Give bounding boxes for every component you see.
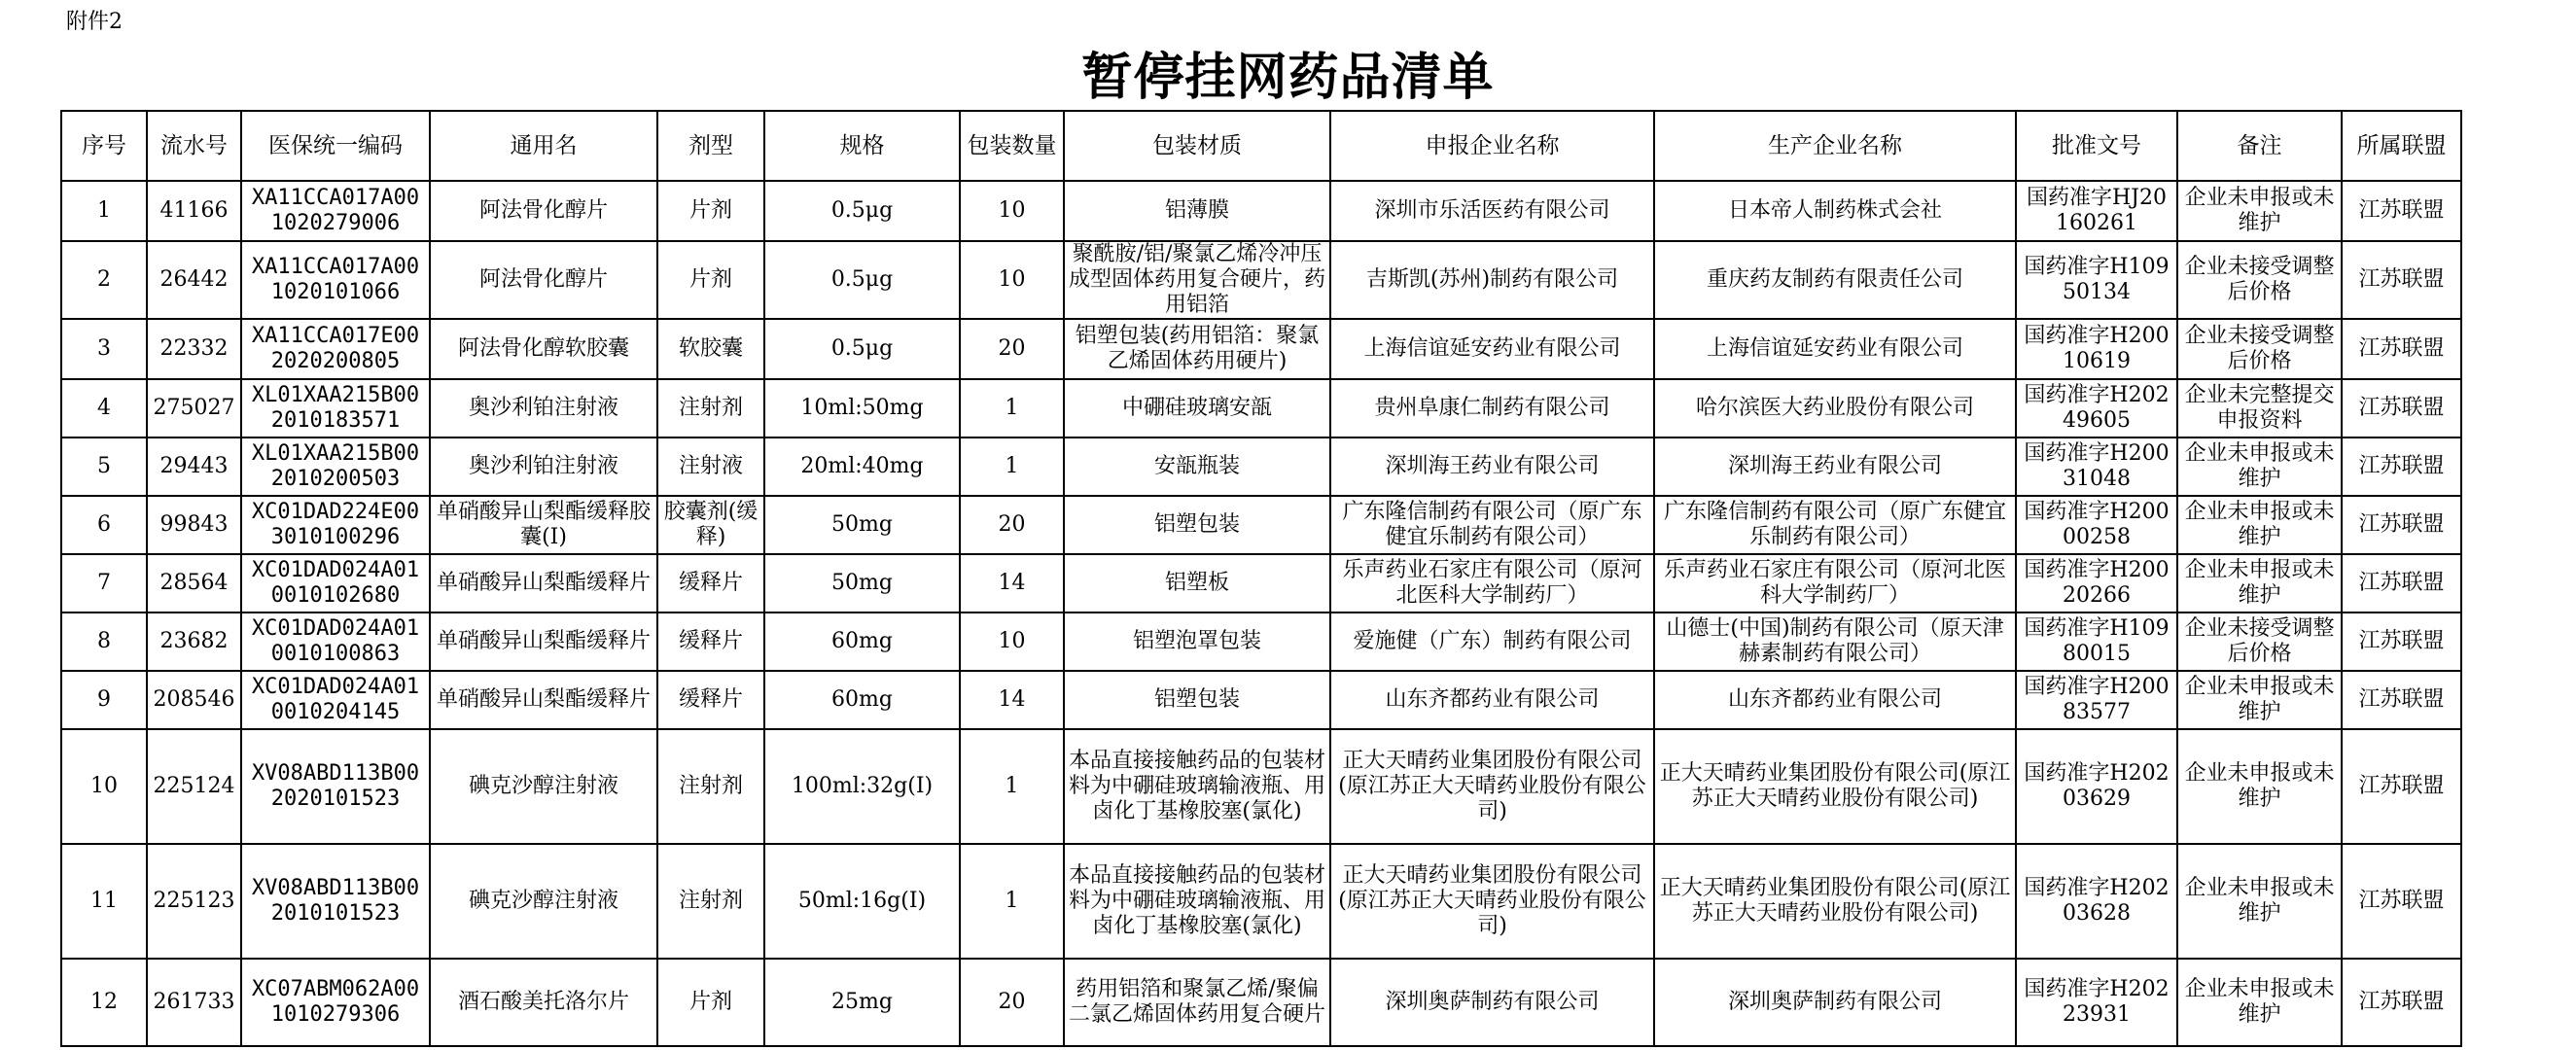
cell-dosage-form: 胶囊剂(缓释) [657, 496, 764, 554]
cell-seq: 11 [61, 844, 147, 959]
cell-serial: 275027 [147, 379, 241, 438]
cell-remark: 企业未接受调整后价格 [2177, 612, 2342, 671]
cell-generic-name: 碘克沙醇注射液 [430, 844, 657, 959]
cell-serial: 28564 [147, 554, 241, 612]
cell-spec: 50mg [764, 496, 960, 554]
table-row [61, 319, 2461, 379]
cell-generic-name: 奥沙利铂注射液 [430, 379, 657, 438]
cell-seq: 1 [61, 181, 147, 241]
col-header-approval-no: 批准文号 [2016, 111, 2177, 181]
cell-generic-name: 单硝酸异山梨酯缓释胶囊(Ⅰ) [430, 496, 657, 554]
cell-approval-no: 国药准字H10950134 [2016, 241, 2177, 319]
cell-dosage-form: 片剂 [657, 241, 764, 319]
cell-applicant: 山东齐都药业有限公司 [1330, 671, 1654, 729]
cell-pack-material: 药用铝箔和聚氯乙烯/聚偏二氯乙烯固体药用复合硬片 [1064, 959, 1330, 1046]
cell-pack-qty: 20 [960, 959, 1064, 1046]
annex-label: 附件2 [66, 10, 123, 34]
col-header-dosage-form: 剂型 [657, 111, 764, 181]
cell-code: XC01DAD224E003010100296 [241, 496, 430, 554]
cell-generic-name: 奥沙利铂注射液 [430, 438, 657, 496]
cell-remark: 企业未申报或未维护 [2177, 554, 2342, 612]
cell-remark: 企业未接受调整后价格 [2177, 241, 2342, 319]
cell-remark: 企业未申报或未维护 [2177, 959, 2342, 1046]
cell-code: XA11CCA017A001020279006 [241, 181, 430, 241]
cell-alliance: 江苏联盟 [2342, 319, 2461, 379]
cell-approval-no: 国药准字H20223931 [2016, 959, 2177, 1046]
cell-manufacturer: 上海信谊延安药业有限公司 [1654, 319, 2016, 379]
cell-pack-material: 铝塑包装 [1064, 671, 1330, 729]
cell-code: XL01XAA215B002010200503 [241, 438, 430, 496]
cell-spec: 100ml:32g(I) [764, 729, 960, 844]
cell-dosage-form: 缓释片 [657, 554, 764, 612]
cell-pack-qty: 14 [960, 554, 1064, 612]
cell-spec: 0.5μg [764, 181, 960, 241]
cell-generic-name: 阿法骨化醇软胶囊 [430, 319, 657, 379]
cell-dosage-form: 缓释片 [657, 612, 764, 671]
cell-applicant: 广东隆信制药有限公司（原广东健宜乐制药有限公司） [1330, 496, 1654, 554]
cell-approval-no: 国药准字HJ20160261 [2016, 181, 2177, 241]
cell-dosage-form: 片剂 [657, 959, 764, 1046]
cell-serial: 22332 [147, 319, 241, 379]
cell-code: XC07ABM062A001010279306 [241, 959, 430, 1046]
cell-seq: 4 [61, 379, 147, 438]
cell-spec: 0.5μg [764, 241, 960, 319]
cell-remark: 企业未申报或未维护 [2177, 438, 2342, 496]
cell-spec: 60mg [764, 612, 960, 671]
col-header-spec: 规格 [764, 111, 960, 181]
cell-pack-qty: 20 [960, 496, 1064, 554]
cell-code: XC01DAD024A010010102680 [241, 554, 430, 612]
cell-generic-name: 碘克沙醇注射液 [430, 729, 657, 844]
cell-dosage-form: 软胶囊 [657, 319, 764, 379]
table-row [61, 438, 2461, 496]
cell-pack-material: 本品直接接触药品的包装材料为中硼硅玻璃输液瓶、用卤化丁基橡胶塞(氯化) [1064, 844, 1330, 959]
cell-pack-material: 安瓿瓶装 [1064, 438, 1330, 496]
cell-code: XV08ABD113B002010101523 [241, 844, 430, 959]
cell-serial: 26442 [147, 241, 241, 319]
cell-seq: 8 [61, 612, 147, 671]
cell-pack-qty: 10 [960, 241, 1064, 319]
table-row [61, 959, 2461, 1046]
drug-table [60, 110, 2462, 1047]
cell-pack-material: 铝薄膜 [1064, 181, 1330, 241]
cell-serial: 99843 [147, 496, 241, 554]
col-header-code: 医保统一编码 [241, 111, 430, 181]
cell-pack-material: 本品直接接触药品的包装材料为中硼硅玻璃输液瓶、用卤化丁基橡胶塞(氯化) [1064, 729, 1330, 844]
col-header-pack-material: 包装材质 [1064, 111, 1330, 181]
cell-manufacturer: 深圳海王药业有限公司 [1654, 438, 2016, 496]
cell-manufacturer: 深圳奥萨制药有限公司 [1654, 959, 2016, 1046]
cell-pack-material: 聚酰胺/铝/聚氯乙烯冷冲压成型固体药用复合硬片，药用铝箔 [1064, 241, 1330, 319]
cell-generic-name: 单硝酸异山梨酯缓释片 [430, 671, 657, 729]
cell-pack-qty: 10 [960, 612, 1064, 671]
col-header-serial: 流水号 [147, 111, 241, 181]
cell-seq: 6 [61, 496, 147, 554]
cell-alliance: 江苏联盟 [2342, 554, 2461, 612]
cell-code: XA11CCA017A001020101066 [241, 241, 430, 319]
cell-alliance: 江苏联盟 [2342, 671, 2461, 729]
cell-spec: 50ml:16g(I) [764, 844, 960, 959]
cell-spec: 10ml:50mg [764, 379, 960, 438]
cell-seq: 10 [61, 729, 147, 844]
cell-remark: 企业未接受调整后价格 [2177, 319, 2342, 379]
col-header-remark: 备注 [2177, 111, 2342, 181]
cell-generic-name: 阿法骨化醇片 [430, 241, 657, 319]
table-row [61, 671, 2461, 729]
cell-code: XC01DAD024A010010204145 [241, 671, 430, 729]
cell-remark: 企业未申报或未维护 [2177, 181, 2342, 241]
cell-seq: 7 [61, 554, 147, 612]
cell-alliance: 江苏联盟 [2342, 612, 2461, 671]
table-row [61, 181, 2461, 241]
cell-approval-no: 国药准字H20031048 [2016, 438, 2177, 496]
cell-generic-name: 阿法骨化醇片 [430, 181, 657, 241]
cell-pack-material: 铝塑泡罩包装 [1064, 612, 1330, 671]
cell-pack-material: 铝塑板 [1064, 554, 1330, 612]
col-header-seq: 序号 [61, 111, 147, 181]
cell-approval-no: 国药准字H20203629 [2016, 729, 2177, 844]
cell-approval-no: 国药准字H20203628 [2016, 844, 2177, 959]
cell-seq: 2 [61, 241, 147, 319]
cell-dosage-form: 注射剂 [657, 379, 764, 438]
cell-serial: 41166 [147, 181, 241, 241]
cell-code: XA11CCA017E002020200805 [241, 319, 430, 379]
col-header-pack-qty: 包装数量 [960, 111, 1064, 181]
cell-serial: 208546 [147, 671, 241, 729]
cell-approval-no: 国药准字H20000258 [2016, 496, 2177, 554]
cell-serial: 23682 [147, 612, 241, 671]
table-row [61, 844, 2461, 959]
cell-remark: 企业未申报或未维护 [2177, 671, 2342, 729]
cell-spec: 0.5μg [764, 319, 960, 379]
cell-manufacturer: 广东隆信制药有限公司（原广东健宜乐制药有限公司） [1654, 496, 2016, 554]
cell-pack-qty: 1 [960, 438, 1064, 496]
cell-manufacturer: 山东齐都药业有限公司 [1654, 671, 2016, 729]
col-header-alliance: 所属联盟 [2342, 111, 2461, 181]
cell-applicant: 吉斯凯(苏州)制药有限公司 [1330, 241, 1654, 319]
cell-applicant: 深圳市乐活医药有限公司 [1330, 181, 1654, 241]
cell-manufacturer: 山德士(中国)制药有限公司（原天津赫素制药有限公司） [1654, 612, 2016, 671]
cell-applicant: 爱施健（广东）制药有限公司 [1330, 612, 1654, 671]
cell-pack-qty: 1 [960, 844, 1064, 959]
cell-approval-no: 国药准字H20249605 [2016, 379, 2177, 438]
cell-alliance: 江苏联盟 [2342, 496, 2461, 554]
table-row [61, 612, 2461, 671]
cell-pack-material: 中硼硅玻璃安瓿 [1064, 379, 1330, 438]
cell-code: XL01XAA215B002010183571 [241, 379, 430, 438]
table-row [61, 379, 2461, 438]
cell-spec: 25mg [764, 959, 960, 1046]
cell-manufacturer: 正大天晴药业集团股份有限公司(原江苏正大天晴药业股份有限公司) [1654, 729, 2016, 844]
cell-seq: 12 [61, 959, 147, 1046]
cell-manufacturer: 日本帝人制药株式会社 [1654, 181, 2016, 241]
cell-spec: 20ml:40mg [764, 438, 960, 496]
page-title: 暂停挂网药品清单 [1081, 48, 1495, 107]
cell-remark: 企业未申报或未维护 [2177, 496, 2342, 554]
table-row [61, 241, 2461, 319]
cell-pack-material: 铝塑包装 [1064, 496, 1330, 554]
cell-dosage-form: 缓释片 [657, 671, 764, 729]
cell-manufacturer: 哈尔滨医大药业股份有限公司 [1654, 379, 2016, 438]
cell-approval-no: 国药准字H20010619 [2016, 319, 2177, 379]
table-row [61, 554, 2461, 612]
table-row [61, 729, 2461, 844]
cell-generic-name: 单硝酸异山梨酯缓释片 [430, 612, 657, 671]
cell-dosage-form: 注射液 [657, 438, 764, 496]
cell-serial: 29443 [147, 438, 241, 496]
cell-pack-qty: 1 [960, 729, 1064, 844]
cell-spec: 50mg [764, 554, 960, 612]
cell-generic-name: 酒石酸美托洛尔片 [430, 959, 657, 1046]
cell-pack-material: 铝塑包装(药用铝箔：聚氯乙烯固体药用硬片) [1064, 319, 1330, 379]
cell-pack-qty: 20 [960, 319, 1064, 379]
header-row [61, 111, 2461, 181]
cell-remark: 企业未申报或未维护 [2177, 844, 2342, 959]
cell-alliance: 江苏联盟 [2342, 241, 2461, 319]
cell-remark: 企业未申报或未维护 [2177, 729, 2342, 844]
cell-applicant: 贵州阜康仁制药有限公司 [1330, 379, 1654, 438]
cell-dosage-form: 注射剂 [657, 729, 764, 844]
cell-generic-name: 单硝酸异山梨酯缓释片 [430, 554, 657, 612]
cell-applicant: 正大天晴药业集团股份有限公司(原江苏正大天晴药业股份有限公司) [1330, 844, 1654, 959]
cell-manufacturer: 正大天晴药业集团股份有限公司(原江苏正大天晴药业股份有限公司) [1654, 844, 2016, 959]
cell-approval-no: 国药准字H10980015 [2016, 612, 2177, 671]
cell-remark: 企业未完整提交申报资料 [2177, 379, 2342, 438]
cell-alliance: 江苏联盟 [2342, 379, 2461, 438]
cell-seq: 9 [61, 671, 147, 729]
cell-code: XV08ABD113B002020101523 [241, 729, 430, 844]
cell-applicant: 正大天晴药业集团股份有限公司(原江苏正大天晴药业股份有限公司) [1330, 729, 1654, 844]
cell-spec: 60mg [764, 671, 960, 729]
cell-serial: 225123 [147, 844, 241, 959]
col-header-applicant: 申报企业名称 [1330, 111, 1654, 181]
cell-approval-no: 国药准字H20083577 [2016, 671, 2177, 729]
cell-alliance: 江苏联盟 [2342, 181, 2461, 241]
cell-applicant: 上海信谊延安药业有限公司 [1330, 319, 1654, 379]
cell-serial: 225124 [147, 729, 241, 844]
cell-pack-qty: 10 [960, 181, 1064, 241]
cell-seq: 5 [61, 438, 147, 496]
cell-seq: 3 [61, 319, 147, 379]
cell-approval-no: 国药准字H20020266 [2016, 554, 2177, 612]
cell-dosage-form: 注射剂 [657, 844, 764, 959]
cell-pack-qty: 1 [960, 379, 1064, 438]
cell-manufacturer: 乐声药业石家庄有限公司（原河北医科大学制药厂） [1654, 554, 2016, 612]
cell-serial: 261733 [147, 959, 241, 1046]
col-header-manufacturer: 生产企业名称 [1654, 111, 2016, 181]
cell-pack-qty: 14 [960, 671, 1064, 729]
cell-alliance: 江苏联盟 [2342, 729, 2461, 844]
cell-alliance: 江苏联盟 [2342, 959, 2461, 1046]
cell-alliance: 江苏联盟 [2342, 438, 2461, 496]
cell-alliance: 江苏联盟 [2342, 844, 2461, 959]
cell-manufacturer: 重庆药友制药有限责任公司 [1654, 241, 2016, 319]
cell-code: XC01DAD024A010010100863 [241, 612, 430, 671]
cell-applicant: 深圳海王药业有限公司 [1330, 438, 1654, 496]
cell-dosage-form: 片剂 [657, 181, 764, 241]
cell-applicant: 深圳奥萨制药有限公司 [1330, 959, 1654, 1046]
col-header-generic-name: 通用名 [430, 111, 657, 181]
table-row [61, 496, 2461, 554]
cell-applicant: 乐声药业石家庄有限公司（原河北医科大学制药厂） [1330, 554, 1654, 612]
